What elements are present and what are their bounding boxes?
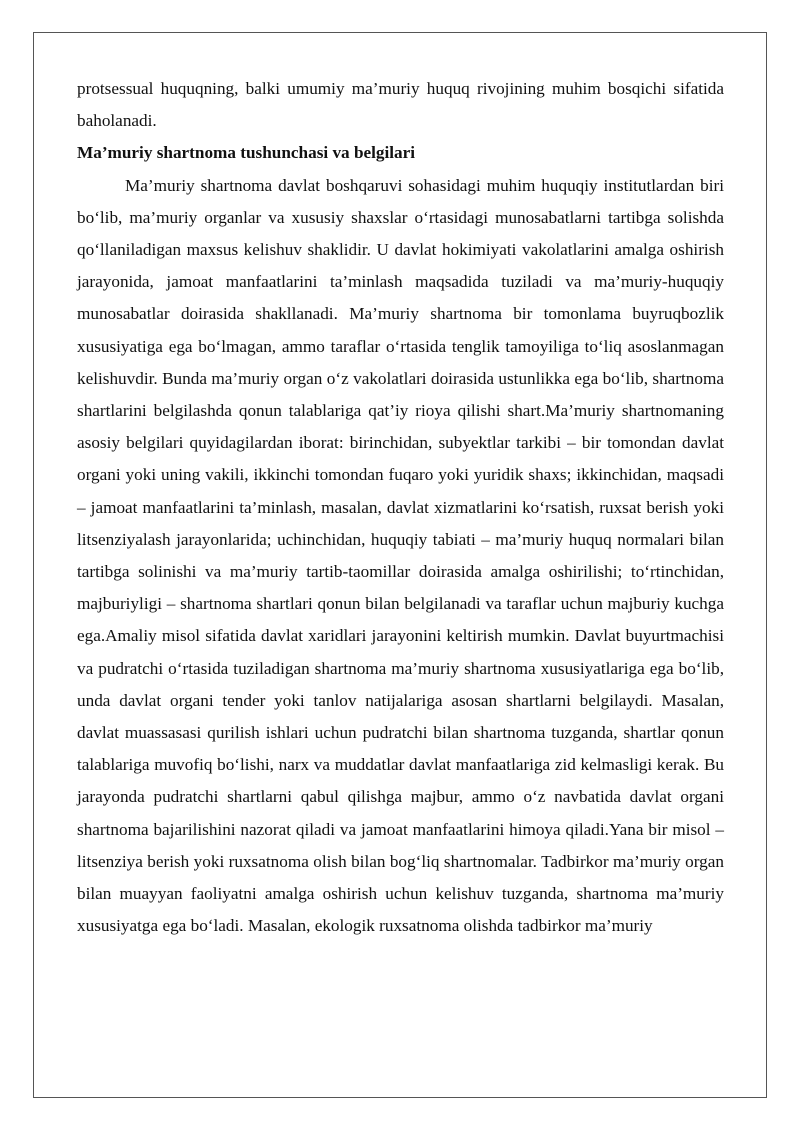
intro-paragraph: protsessual huquqning, balki umumiy ma’muriy huquq rivojining muhim bosqichi sifatida baholanadi. xyxy=(77,79,724,131)
section-heading: Ma’muriy shartnoma tushunchasi va belgilari xyxy=(77,143,416,163)
document-body xyxy=(77,73,724,942)
body-paragraph: Ma’muriy shartnoma davlat boshqaruvi sohasidagi muhim huquqiy institutlardan biri bo‘lib, ma’muriy organlar va xususiy shaxslar o‘rtasidagi munosabatlarni tartibga solishda qo‘llaniladigan maxsus kelishuv shaklidir. U davlat hokimiyati vakolatlarini amalga oshirish jarayonida, jamoat manfaatlarini ta’minlash maqsadida tuziladi va ma’muriy-huquqiy munosabatlar doirasida shakllanadi. Ma’muriy shartnoma bir tomonlama buyruqbozlik xususiyatiga ega bo‘lmagan, ammo taraflar o‘rtasida tenglik tamoyiliga to‘liq asoslanmagan kelishuvdir. Bunda ma’muriy organ o‘z vakolatlari doirasida ustunlikka ega bo‘lib, shartnoma shartlarini belgilashda qonun talablariga qat’iy rioya qilishi shart.Ma’muriy shartnomaning asosiy belgilari quyidagilardan iborat: birinchidan, subyektlar tarkibi – bir tomondan davlat organi yoki uning vakili, ikkinchi tomondan fuqaro yoki yuridik shaxs; ikkinchidan, maqsadi – jamoat manfaatlarini ta’minlash, masalan, davlat xizmatlarini ko‘rsatish, ruxsat berish yoki litsenziyalash jarayonlarida; uchinchidan, huquqiy tabiati – ma’muriy huquq normalari bilan tartibga solinishi va ma’muriy tartib-taomillar doirasida amalga oshirilishi; to‘rtinchidan, majburiyligi – shartnoma shartlari qonun bilan belgilanadi va taraflar uchun majburiy kuchga ega.Amaliy misol sifatida davlat xaridlari jarayonini keltirish mumkin. Davlat buyurtmachisi va pudratchi o‘rtasida tuziladigan shartnoma ma’muriy shartnoma xususiyatlariga ega bo‘lib, unda davlat organi tender yoki tanlov natijalariga asosan shartlarni belgilaydi. Masalan, davlat muassasasi qurilish ishlari uchun pudratchi bilan shartnoma tuzganda, shartlar qonun talablariga muvofiq bo‘lishi, narx va muddatlar davlat manfaatlariga zid kelmasligi kerak. Bu jarayonda pudratchi shartlarni qabul qilishga majbur, ammo o‘z navbatida davlat organi shartnoma bajarilishini nazorat qiladi va jamoat manfaatlarini himoya qiladi.Yana bir misol – litsenziya berish yoki ruxsatnoma olish bilan bog‘liq shartnomalar. Tadbirkor ma’muriy organ bilan muayyan faoliyatni amalga oshirish uchun kelishuv tuzganda, shartnoma ma’muriy xususiyatga ega bo‘ladi. Masalan, ekologik ruxsatnoma olishda tadbirkor ma’muriy xyxy=(77,175,724,936)
